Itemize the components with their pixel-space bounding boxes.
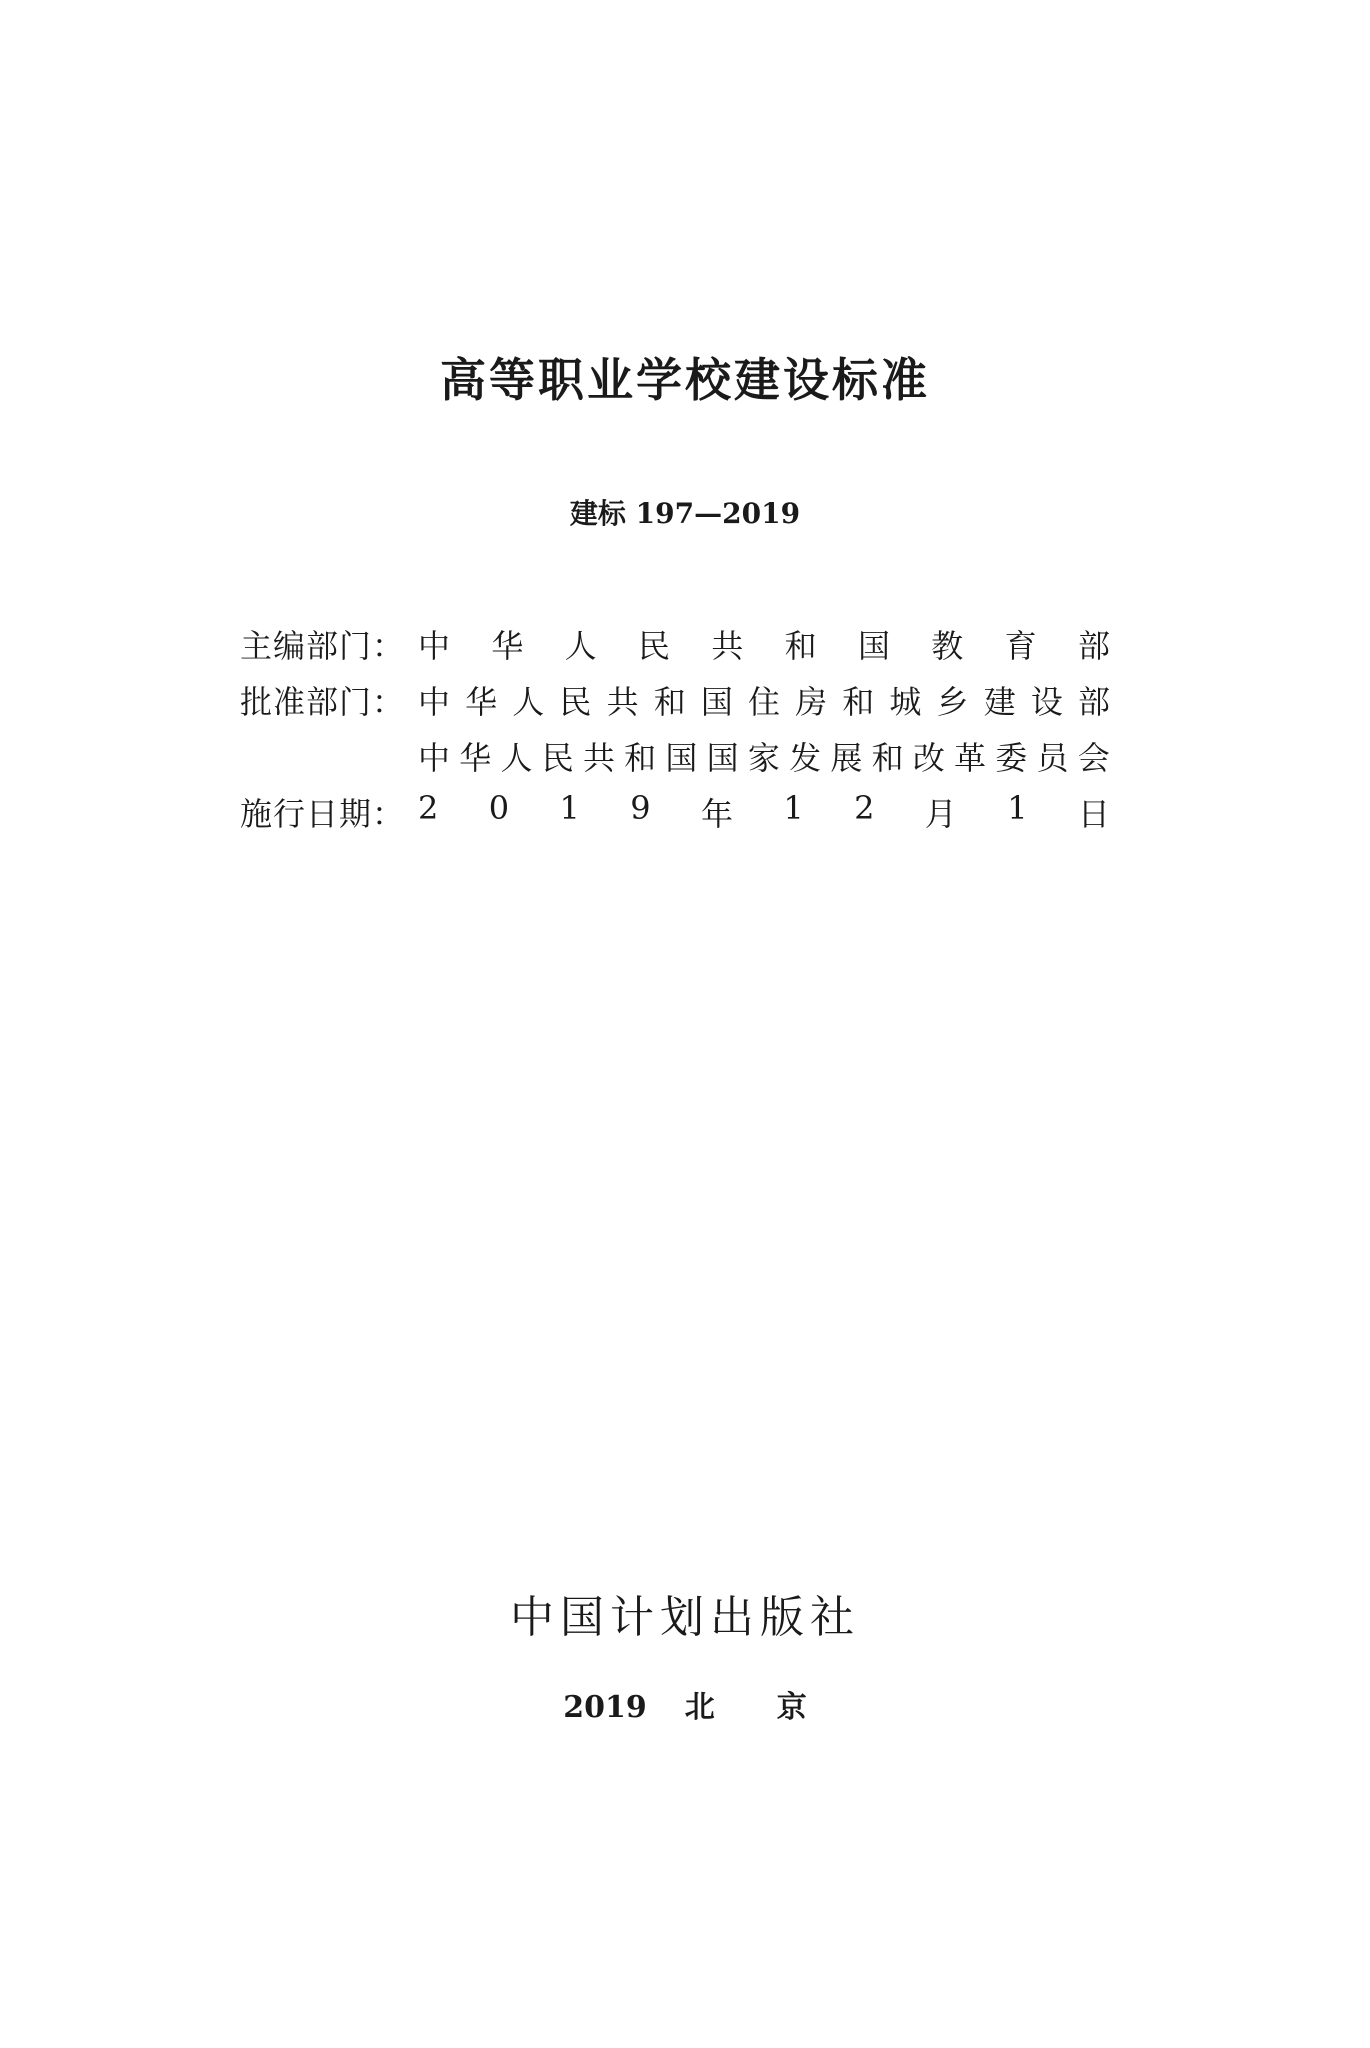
info-char: 部 <box>1077 627 1110 665</box>
date-label: 施行日期： <box>240 795 406 833</box>
info-char: 和 <box>653 683 686 721</box>
info-char: 人 <box>564 627 597 665</box>
info-char: 建 <box>983 683 1016 721</box>
standard-code: 建标 197—2019 <box>569 497 801 530</box>
info-char: 华 <box>465 683 498 721</box>
info-char: 教 <box>931 627 964 665</box>
info-block <box>240 616 1110 840</box>
approver-value-1 <box>418 677 1110 723</box>
info-char: 房 <box>795 683 828 721</box>
info-char: 革 <box>954 739 987 777</box>
info-char: 和 <box>624 739 657 777</box>
info-char: 国 <box>665 739 698 777</box>
info-char: 和 <box>842 683 875 721</box>
info-char: 人 <box>500 739 533 777</box>
info-char: 中 <box>418 627 451 665</box>
info-char: 0 <box>488 789 510 827</box>
info-char: 发 <box>789 739 822 777</box>
info-char: 展 <box>830 739 863 777</box>
info-char: 部 <box>1077 683 1110 721</box>
info-char: 日 <box>1077 795 1110 833</box>
info-char: 委 <box>995 739 1028 777</box>
approver-value-2 <box>418 733 1110 779</box>
info-char: 月 <box>924 795 957 833</box>
info-char: 共 <box>711 627 744 665</box>
editor-label: 主编部门： <box>240 627 406 665</box>
approver-label: 批准部门： <box>240 683 406 721</box>
info-char: 和 <box>784 627 817 665</box>
info-char: 2 <box>418 789 439 827</box>
info-char: 员 <box>1036 739 1069 777</box>
info-char: 共 <box>582 739 615 777</box>
info-char: 改 <box>912 739 945 777</box>
approver-row-2 <box>240 728 1110 784</box>
info-char: 共 <box>606 683 639 721</box>
publication-place <box>0 1688 1370 1728</box>
publisher-name: 中国计划出版社 <box>510 1592 860 1643</box>
info-char: 1 <box>1007 789 1028 827</box>
info-char: 华 <box>459 739 492 777</box>
info-char: 9 <box>630 789 651 827</box>
publication-city: 北京 <box>684 1690 869 1725</box>
info-char: 1 <box>783 789 804 827</box>
info-char: 国 <box>857 627 890 665</box>
info-char: 家 <box>747 739 780 777</box>
info-char: 城 <box>889 683 922 721</box>
info-char: 民 <box>559 683 592 721</box>
info-char: 华 <box>491 627 524 665</box>
info-char: 设 <box>1030 683 1063 721</box>
date-row <box>240 784 1110 840</box>
info-char: 民 <box>541 739 574 777</box>
info-char: 民 <box>637 627 670 665</box>
editor-value <box>418 621 1110 667</box>
document-title: 高等职业学校建设标准 <box>440 353 930 407</box>
info-char: 人 <box>512 683 545 721</box>
publication-year: 2019 <box>563 1690 647 1725</box>
editor-row <box>240 616 1110 672</box>
info-char: 1 <box>559 789 580 827</box>
approver-row <box>240 672 1110 728</box>
info-char: 国 <box>706 739 739 777</box>
info-char: 住 <box>747 683 780 721</box>
info-char: 年 <box>700 795 733 833</box>
info-char: 国 <box>700 683 733 721</box>
info-char: 2 <box>854 789 875 827</box>
date-value <box>418 789 1110 835</box>
info-char: 乡 <box>936 683 969 721</box>
info-char: 中 <box>418 683 451 721</box>
info-char: 育 <box>1004 627 1037 665</box>
info-char: 会 <box>1077 739 1110 777</box>
info-char: 和 <box>871 739 904 777</box>
info-char: 中 <box>418 739 451 777</box>
